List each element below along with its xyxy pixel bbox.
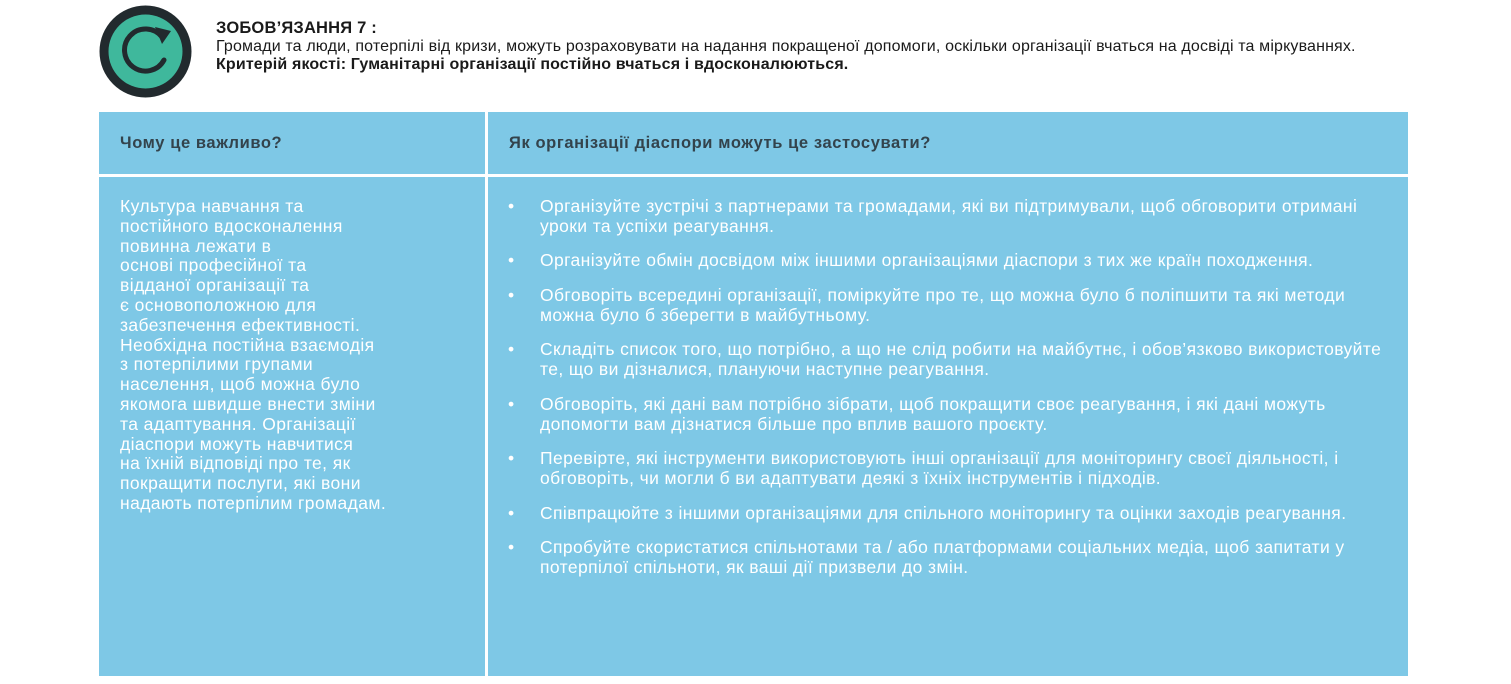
commitment-description bbox=[216, 38, 1416, 73]
quality-criterion: Критерій якості: Гуманітарні організації постійно вчаться і вдосконалюються. bbox=[216, 55, 849, 73]
list-item bbox=[507, 197, 1387, 237]
bullet-icon: • bbox=[508, 250, 515, 271]
commitment-title: ЗОБОВ’ЯЗАННЯ 7 : bbox=[216, 19, 377, 37]
list-item bbox=[507, 340, 1387, 380]
list-item bbox=[507, 395, 1387, 435]
text-line: Культура навчання та bbox=[120, 196, 304, 216]
list-item bbox=[507, 538, 1387, 578]
header-row-divider bbox=[99, 174, 1408, 177]
commitment-text: Громади та люди, потерпілі від кризи, можуть розраховувати на надання покращеної допомоги, оскільки організації вчаться на досвіді та міркуваннях. bbox=[216, 38, 1356, 55]
bullet-icon: • bbox=[508, 196, 515, 216]
list-item-text: Спробуйте скористатися спільнотами та / або платформами соціальних медіа, щоб запитати у потерпілої спільноти, як ваші дії призвели до змін. bbox=[540, 537, 1345, 577]
bullet-icon: • bbox=[508, 393, 515, 414]
list-item-text: Обговоріть, які дані вам потрібно зібрати, щоб покращити своє реагування, і які дані можуть допомогти вам дізнатися більше про вплив вашого проєкту. bbox=[540, 393, 1326, 434]
bullet-icon: • bbox=[508, 284, 515, 305]
text-line: та адаптування. Організації bbox=[120, 413, 356, 434]
list-item-text: Організуйте обмін досвідом між іншими організаціями діаспори з тих же країн походження. bbox=[540, 250, 1314, 271]
text-line: забезпечення ефективності. bbox=[120, 314, 361, 335]
text-line: є основоположною для bbox=[120, 294, 317, 315]
bullet-icon: • bbox=[508, 448, 515, 469]
text-line: населення, щоб можна було bbox=[120, 374, 361, 395]
text-line: відданої організації та bbox=[120, 275, 310, 296]
bullet-icon: • bbox=[508, 537, 515, 558]
why-important-header: Чому це важливо? bbox=[120, 134, 283, 152]
list-item bbox=[507, 449, 1387, 489]
list-item bbox=[507, 286, 1387, 326]
how-to-apply-header: Як організації діаспори можуть це застосувати? bbox=[509, 134, 931, 152]
text-line: з потерпілими групами bbox=[120, 354, 314, 375]
bullet-icon: • bbox=[508, 502, 515, 523]
text-line: постійного вдосконалення bbox=[120, 215, 343, 236]
commitment-header bbox=[216, 19, 1416, 73]
list-item bbox=[507, 251, 1387, 271]
why-important-text bbox=[120, 197, 460, 514]
text-line: повинна лежати в bbox=[120, 235, 272, 256]
text-line: якомога швидше внести зміни bbox=[120, 393, 376, 414]
list-item-text: Складіть список того, що потрібно, а що не слід робити на майбутнє, і обов’язково використовуйте те, що ви дізналися, плануючи наступне реагування. bbox=[540, 339, 1382, 380]
bullet-icon: • bbox=[508, 339, 515, 360]
list-item bbox=[507, 504, 1387, 524]
text-line: надають потерпілим громадам. bbox=[120, 492, 387, 513]
text-line: діаспори можуть навчитися bbox=[120, 433, 354, 454]
list-item-text: Організуйте зустрічі з партнерами та громадами, які ви підтримували, щоб обговорити отримані уроки та успіхи реагування. bbox=[540, 196, 1358, 236]
commitment-table bbox=[99, 112, 1408, 676]
commitment-cycle-logo bbox=[98, 4, 193, 99]
list-item-text: Перевірте, які інструменти використовують інші організації для моніторингу своєї діяльності, і обговоріть, чи могли б ви адаптувати деякі з їхніх інструментів і підходів. bbox=[540, 448, 1339, 488]
text-line: Необхідна постійна взаємодія bbox=[120, 334, 375, 355]
how-to-apply-list bbox=[507, 197, 1387, 593]
text-line: покращити послуги, які вони bbox=[120, 473, 361, 494]
column-divider bbox=[485, 112, 488, 676]
text-line: основі професійної та bbox=[120, 255, 307, 276]
list-item-text: Співпрацюйте з іншими організаціями для спільного моніторингу та оцінки заходів реагування. bbox=[540, 502, 1347, 523]
text-line: на їхній відповіді про те, як bbox=[120, 453, 351, 474]
list-item-text: Обговоріть всередині організації, поміркуйте про те, що можна було б поліпшити та які методи можна було б зберегти в майбутньому. bbox=[540, 284, 1346, 325]
